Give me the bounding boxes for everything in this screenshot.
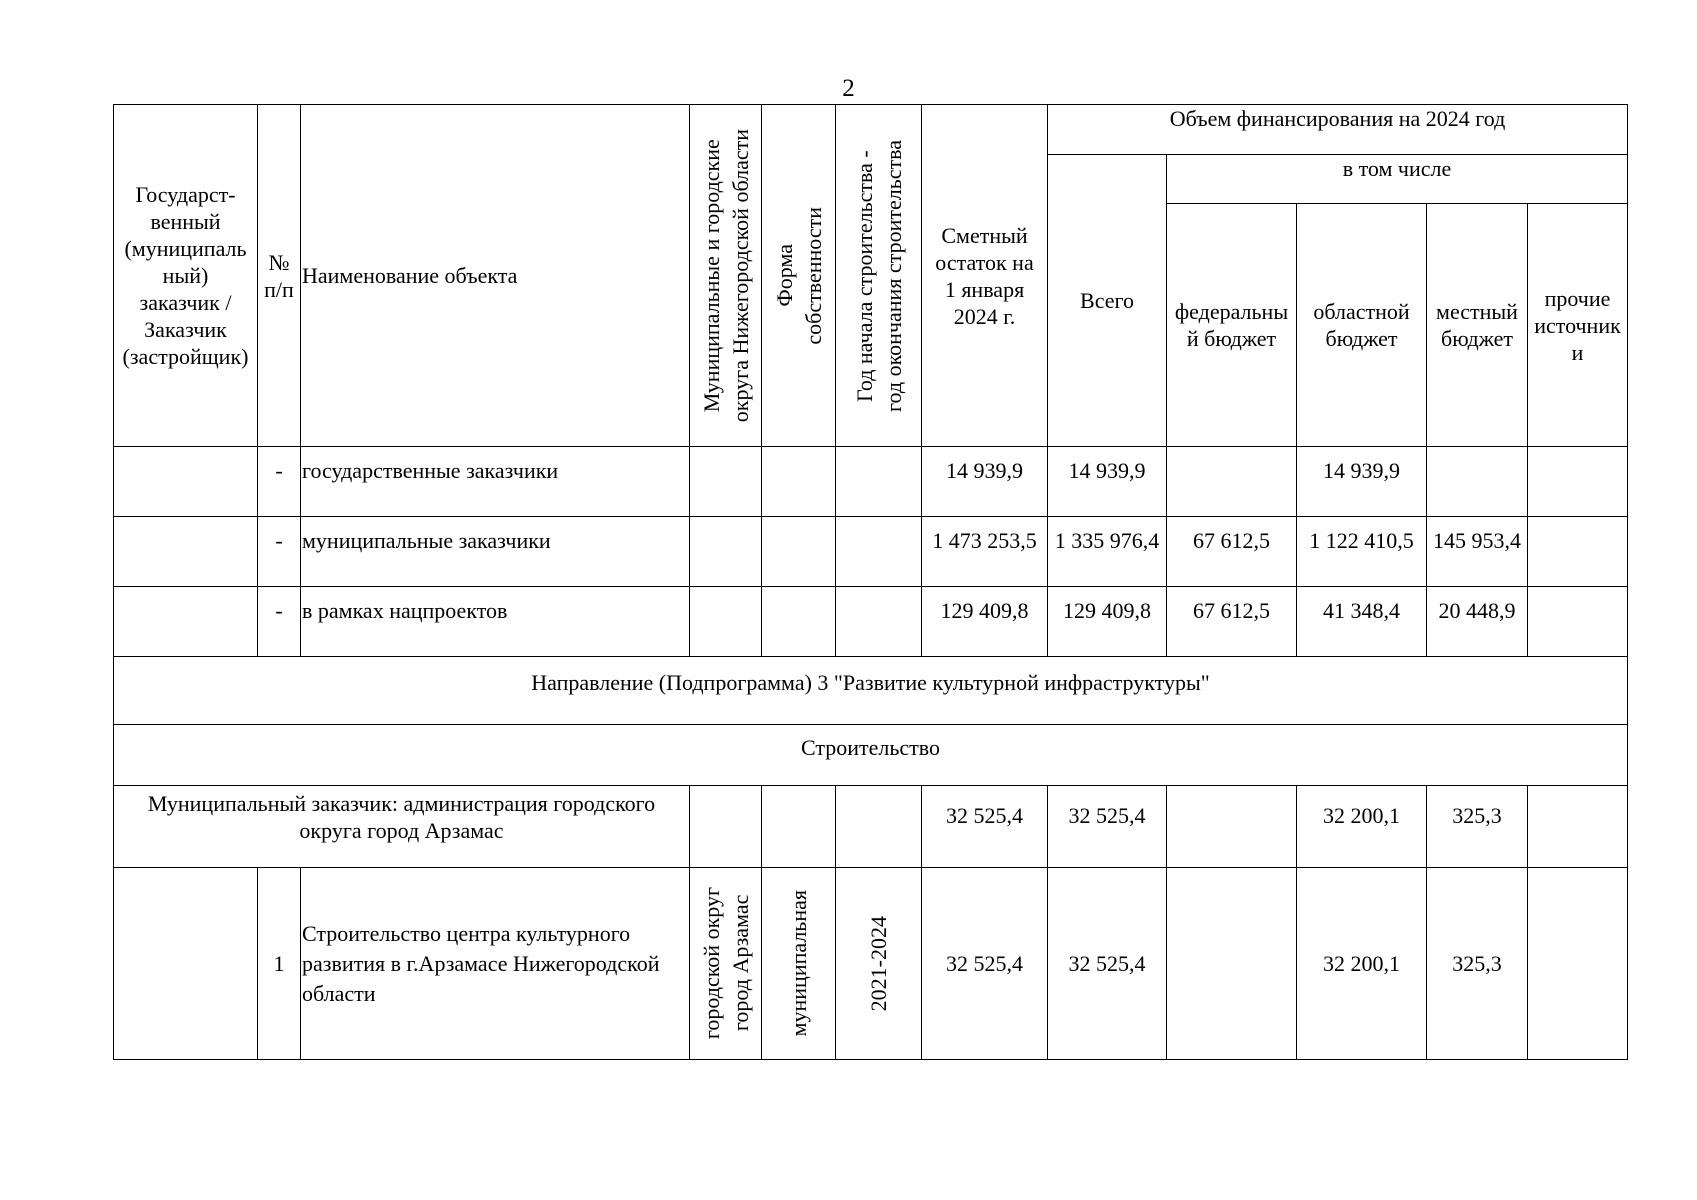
cell-other — [1528, 786, 1628, 868]
table-row-section — [114, 725, 1628, 786]
header-row-1 — [114, 105, 1628, 155]
cell-years — [836, 517, 922, 587]
cell-federal: 67 612,5 — [1167, 587, 1297, 657]
table-row-state-customers — [114, 447, 1628, 517]
cell-municipality — [690, 517, 762, 587]
cell-total: 1 335 976,4 — [1048, 517, 1167, 587]
cell-years — [836, 587, 922, 657]
col-header-federal: федеральны й бюджет — [1167, 204, 1297, 447]
cell-local — [1427, 447, 1528, 517]
table-row-national-projects — [114, 587, 1628, 657]
cell-years — [836, 868, 922, 1060]
col-header-total: Всего — [1048, 155, 1167, 447]
cell-years-text: 2021-2024 — [866, 915, 891, 1012]
cell-local: 325,3 — [1427, 786, 1528, 868]
cell-name: в рамках нацпроектов — [301, 587, 690, 657]
cell-other — [1528, 447, 1628, 517]
cell-customer — [114, 447, 258, 517]
cell-ownership — [762, 587, 836, 657]
cell-name: государственные заказчики — [301, 447, 690, 517]
cell-federal: 67 612,5 — [1167, 517, 1297, 587]
col-header-local: местный бюджет — [1427, 204, 1528, 447]
cell-other — [1528, 587, 1628, 657]
cell-total: 129 409,8 — [1048, 587, 1167, 657]
col-header-ownership-text: Форма собственности — [771, 206, 826, 345]
col-header-funding-group: Объем финансирования на 2024 год — [1048, 105, 1628, 155]
cell-total: 32 525,4 — [1048, 868, 1167, 1060]
table-row-customer — [114, 786, 1628, 868]
cell-other — [1528, 868, 1628, 1060]
cell-municipality — [690, 447, 762, 517]
cell-regional: 32 200,1 — [1297, 868, 1427, 1060]
cell-customer — [114, 517, 258, 587]
financing-table — [113, 104, 1628, 1060]
cell-ownership — [762, 786, 836, 868]
cell-municipality-text: городской округ город Арзамас — [698, 887, 753, 1040]
col-header-regional: областной бюджет — [1297, 204, 1427, 447]
cell-years — [836, 786, 922, 868]
cell-local: 20 448,9 — [1427, 587, 1528, 657]
cell-local: 325,3 — [1427, 868, 1528, 1060]
col-header-object-name: Наименование объекта — [301, 105, 690, 447]
cell-regional: 41 348,4 — [1297, 587, 1427, 657]
cell-other — [1528, 517, 1628, 587]
section-title: Строительство — [114, 725, 1628, 786]
cell-ownership-text: муниципальная — [786, 890, 811, 1037]
cell-no: - — [258, 447, 301, 517]
table-row-object — [114, 868, 1628, 1060]
cell-years — [836, 447, 922, 517]
cell-federal — [1167, 447, 1297, 517]
cell-local: 145 953,4 — [1427, 517, 1528, 587]
col-header-municipality — [690, 105, 762, 447]
cell-federal — [1167, 786, 1297, 868]
cell-ownership — [762, 447, 836, 517]
customer-label: Муниципальный заказчик: администрация городского округа город Арзамас — [114, 786, 690, 868]
cell-balance: 1 473 253,5 — [922, 517, 1048, 587]
cell-name: Строительство центра культурного развития в г.Арзамасе Нижегородской области — [301, 868, 690, 1060]
col-header-customer: Государст- венный (муниципаль ный) заказчик / Заказчик (застройщик) — [114, 105, 258, 447]
cell-total: 32 525,4 — [1048, 786, 1167, 868]
cell-customer — [114, 868, 258, 1060]
cell-name: муниципальные заказчики — [301, 517, 690, 587]
cell-municipality — [690, 587, 762, 657]
cell-no: - — [258, 517, 301, 587]
cell-no: - — [258, 587, 301, 657]
col-header-municipality-text: Муниципальные и городские округа Нижегородской области — [698, 128, 753, 423]
page-number: 2 — [842, 75, 855, 102]
table-row-municipal-customers — [114, 517, 1628, 587]
cell-balance: 32 525,4 — [922, 868, 1048, 1060]
cell-regional: 32 200,1 — [1297, 786, 1427, 868]
col-header-other: прочие источник и — [1528, 204, 1628, 447]
table-row-direction — [114, 657, 1628, 725]
cell-municipality — [690, 868, 762, 1060]
cell-ownership — [762, 517, 836, 587]
cell-no: 1 — [258, 868, 301, 1060]
cell-ownership — [762, 868, 836, 1060]
cell-regional: 1 122 410,5 — [1297, 517, 1427, 587]
col-header-years — [836, 105, 922, 447]
col-header-including: в том числе — [1167, 155, 1628, 204]
cell-balance: 32 525,4 — [922, 786, 1048, 868]
col-header-balance: Сметный остаток на 1 января 2024 г. — [922, 105, 1048, 447]
direction-title: Направление (Подпрограмма) 3 "Развитие культурной инфраструктуры" — [114, 657, 1628, 725]
col-header-number: № п/п — [258, 105, 301, 447]
col-header-ownership — [762, 105, 836, 447]
cell-federal — [1167, 868, 1297, 1060]
cell-customer — [114, 587, 258, 657]
col-header-years-text: Год начала строительства - год окончания строительства — [851, 139, 906, 412]
cell-balance: 129 409,8 — [922, 587, 1048, 657]
cell-balance: 14 939,9 — [922, 447, 1048, 517]
cell-regional: 14 939,9 — [1297, 447, 1427, 517]
cell-municipality — [690, 786, 762, 868]
cell-total: 14 939,9 — [1048, 447, 1167, 517]
